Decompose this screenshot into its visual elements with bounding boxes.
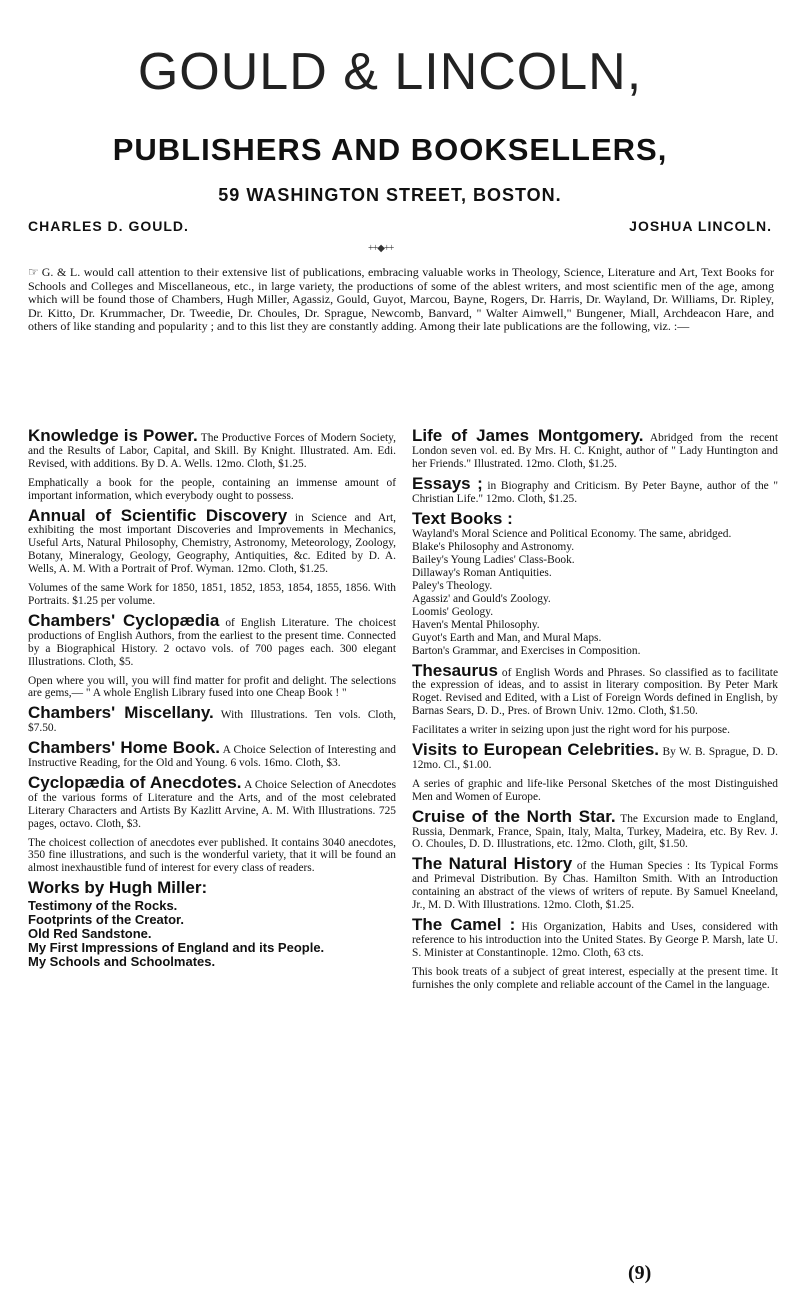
entry-title: Knowledge is Power.: [28, 426, 198, 445]
entry-text: in Science and Art, exhibiting the most important Discoveries and Improvements in Mechanics, Useful Arts, Natural Philosophy, Chemistry, Astronomy, Meteorology, Zoology, Botany, Mineralogy, Geology, Geography, Antiquities, &c. Edited by D. A. Wells, A. M. With a Portrait of Prof. Wyman. 12mo. Cloth, $1.25.: [28, 511, 396, 576]
entry-note: Facilitates a writer in seizing upon just the right word for his purpose.: [412, 724, 730, 737]
entry-homebook: [28, 738, 397, 770]
entry-title: The Natural History: [412, 854, 573, 874]
entry-text: By W. B. Sprague, D. D. 12mo. Cl., $1.00.: [412, 746, 778, 771]
entry-note: This book treats of a subject of great interest, especially at the present time. It furnishes the only complete and reliable account of the Camel in the language.: [412, 965, 778, 991]
entry-title: Annual of Scientific Discovery: [28, 505, 288, 525]
entry-text: in Biography and Criticism. By Peter Bayne, author of the " Christian Life." 12mo. Cloth, $1.25.: [412, 479, 778, 505]
entry-knowledge: [28, 426, 396, 503]
entry-note: Open where you will, you will find matter for profit and delight. The selections are gems,— " A whole English Library fused into one Cheap Book ! ": [28, 674, 396, 700]
list-item: Wayland's Moral Science and Political Economy. The same, abridged.: [412, 528, 732, 541]
page-title: GOULD & LINCOLN,: [137, 43, 643, 101]
entry-title: Visits to European Celebrities.: [412, 740, 660, 760]
entry-essays: [412, 473, 778, 506]
entry-note: Emphatically a book for the people, containing an immense amount of important information, which everybody ought to possess.: [28, 476, 396, 502]
partner-left: CHARLES D. GOULD.: [28, 218, 189, 234]
entry-title: Essays ;: [412, 473, 483, 493]
entry-montgomery: [412, 426, 778, 471]
entry-text: His Organization, Habits and Uses, considered with reference to his introduction into the United States. By George P. Marsh, late U. S. Minister at Constantinople. 12mo. Cloth, 63 cts.: [412, 921, 778, 959]
entry-title: Chambers' Miscellany.: [28, 703, 214, 723]
page-number: (9): [628, 1262, 652, 1284]
list-item: Blake's Philosophy and Astronomy.: [412, 541, 575, 554]
entry-anecdotes: [28, 772, 397, 875]
entry-text: A Choice Selection of Interesting and Instructive Reading, for the Old and Young. 6 vols. 16mo. Cloth, $3.: [28, 744, 397, 770]
pointing-hand-icon: ☞: [28, 265, 39, 279]
entry-text: Abridged from the recent London seven vol. ed. By Mrs. H. C. Knight, author of " Lady Huntington and her Friends." Illustrated. 12mo. Cloth, $1.25.: [412, 432, 778, 470]
entry-camel: [412, 915, 778, 992]
list-item: Loomis' Geology.: [412, 605, 494, 618]
entry-annual: [28, 505, 396, 608]
entry-note: The choicest collection of anecdotes ever published. It contains 3040 anecdotes, 350 fine illustrations, and such is the wonderful variety, that it will be found an almost inexhaustible fund of interest for every class of readers.: [28, 836, 396, 875]
entry-cyclopaedia: [28, 610, 396, 700]
list-item: Dillaway's Roman Antiquities.: [412, 567, 552, 580]
list-item: Haven's Mental Philosophy.: [412, 618, 540, 631]
entry-text: The Excursion made to England, Russia, Denmark, France, Spain, Italy, Malta, Turkey, Madeira, etc. By Rev. J. O. Choules, D. D. Illustrations, etc. 12mo. Cloth, gilt, $1.50.: [412, 812, 778, 851]
list-item: Barton's Grammar, and Exercises in Composition.: [412, 644, 641, 657]
entry-title: Works by Hugh Miller:: [28, 878, 208, 898]
entry-text: of English Words and Phrases. So classified as to facilitate the expression of ideas, and to assist in literary composition. By Peter Mark Roget. Revised and Edited, with a List of Foreign Words defined in English, by Barnas Sears, D. D., Pres. of Brown Univ. 12mo. Cloth, $1.50.: [412, 666, 778, 718]
entry-text: of the Human Species : Its Typical Forms and Primeval Distribution. By Chas. Hamilton Smith. With an Introduction containing an abstract of the views of writers of repute. By Samuel Kneeland, Jr., M. D. With Illustrations. 12mo. Cloth, $1.25.: [412, 860, 779, 912]
partners-line: [28, 218, 772, 236]
entry-title: Life of James Montgomery.: [412, 426, 644, 445]
list-item: Old Red Sandstone.: [28, 926, 152, 942]
list-item: My First Impressions of England and its People.: [28, 940, 325, 956]
list-item: Paley's Theology.: [412, 580, 493, 593]
entry-title: Text Books :: [412, 508, 513, 528]
entry-visits: [412, 740, 778, 804]
publisher-address: 59 WASHINGTON STREET, BOSTON.: [218, 185, 562, 205]
entry-title: Thesaurus: [412, 660, 498, 680]
entry-miscellany: [28, 703, 396, 735]
entry-title: Cyclopædia of Anecdotes.: [28, 772, 242, 792]
page-subtitle: PUBLISHERS AND BOOKSELLERS,: [112, 132, 668, 167]
list-item: My Schools and Schoolmates.: [28, 954, 216, 970]
intro-notice: [28, 266, 774, 334]
entry-miller: [28, 878, 396, 970]
entry-textbooks: [412, 508, 778, 658]
entry-text: The Productive Forces of Modern Society, and the Results of Labor, Capital, and Skill. By Knight. Illustrated. Am. Edi. Revised, with additions. By D. A. Wells. 12mo. Cloth, $1.25.: [28, 432, 396, 470]
right-column: [412, 426, 779, 999]
list-item: Agassiz' and Gould's Zoology.: [412, 592, 551, 605]
list-item: Bailey's Young Ladies' Class-Book.: [412, 554, 575, 567]
entry-natural-history: [412, 854, 779, 912]
ornament-divider: ++◆++: [368, 243, 394, 254]
entry-cruise: [412, 806, 778, 852]
entry-note: A series of graphic and life-like Personal Sketches of the most Distinguished Men and Women of Europe.: [412, 777, 778, 803]
partner-right: JOSHUA LINCOLN.: [629, 218, 772, 234]
entry-title: Cruise of the North Star.: [412, 806, 616, 826]
intro-notice-text: G. & L. would call attention to their extensive list of publications, embracing valuable works in Theology, Science, Literature and Art, Text Books for Schools and Colleges and Miscellaneous, etc., in large variety, the productions of some of the ablest writers, and most scientific men of the age, among which will be found those of Chambers, Hugh Miller, Agassiz, Gould, Guyot, Marcou, Bayne, Rogers, Dr. Harris, Dr. Wayland, Dr. Williams, Dr. Ripley, Dr. Kitto, Dr. Krummacher, Dr. Tweedie, Dr. Choules, Dr. Sprague, Newcomb, Banvard, " Walter Aimwell," Bungener, Miall, Archdeacon Hare, and others of like standing and popularity ; and to this list they are constantly adding. Among their late publications are the following, viz. :—: [28, 265, 774, 334]
list-item: Footprints of the Creator.: [28, 912, 184, 928]
list-item: Testimony of the Rocks.: [28, 898, 178, 914]
entry-text: A Choice Selection of Anecdotes of the various forms of Literature and the Arts, and of the most celebrated Literary Characters and Artists By Kazlitt Arvine, A. M. With Illustrations. 725 pages, octavo. Cloth, $3.: [28, 778, 397, 830]
entry-text: With Illustrations. Ten vols. Cloth, $7.50.: [28, 709, 396, 735]
entry-thesaurus: [412, 660, 778, 738]
entry-note: Volumes of the same Work for 1850, 1851, 1852, 1853, 1854, 1855, 1856. With Portraits. $1.25 per volume.: [28, 582, 396, 607]
list-item: Guyot's Earth and Man, and Mural Maps.: [412, 631, 602, 644]
entry-text: of English Literature. The choicest productions of English Authors, from the earliest to the present time. Connected by a Biographical History. 2 octavo vols. of 700 pages each. 300 elegant Illustrations. Cloth, $5.: [28, 616, 396, 668]
entry-title: Chambers' Cyclopædia: [28, 610, 220, 630]
entry-title: Chambers' Home Book.: [28, 738, 220, 758]
entry-title: The Camel :: [412, 915, 516, 934]
left-column: [28, 426, 397, 976]
